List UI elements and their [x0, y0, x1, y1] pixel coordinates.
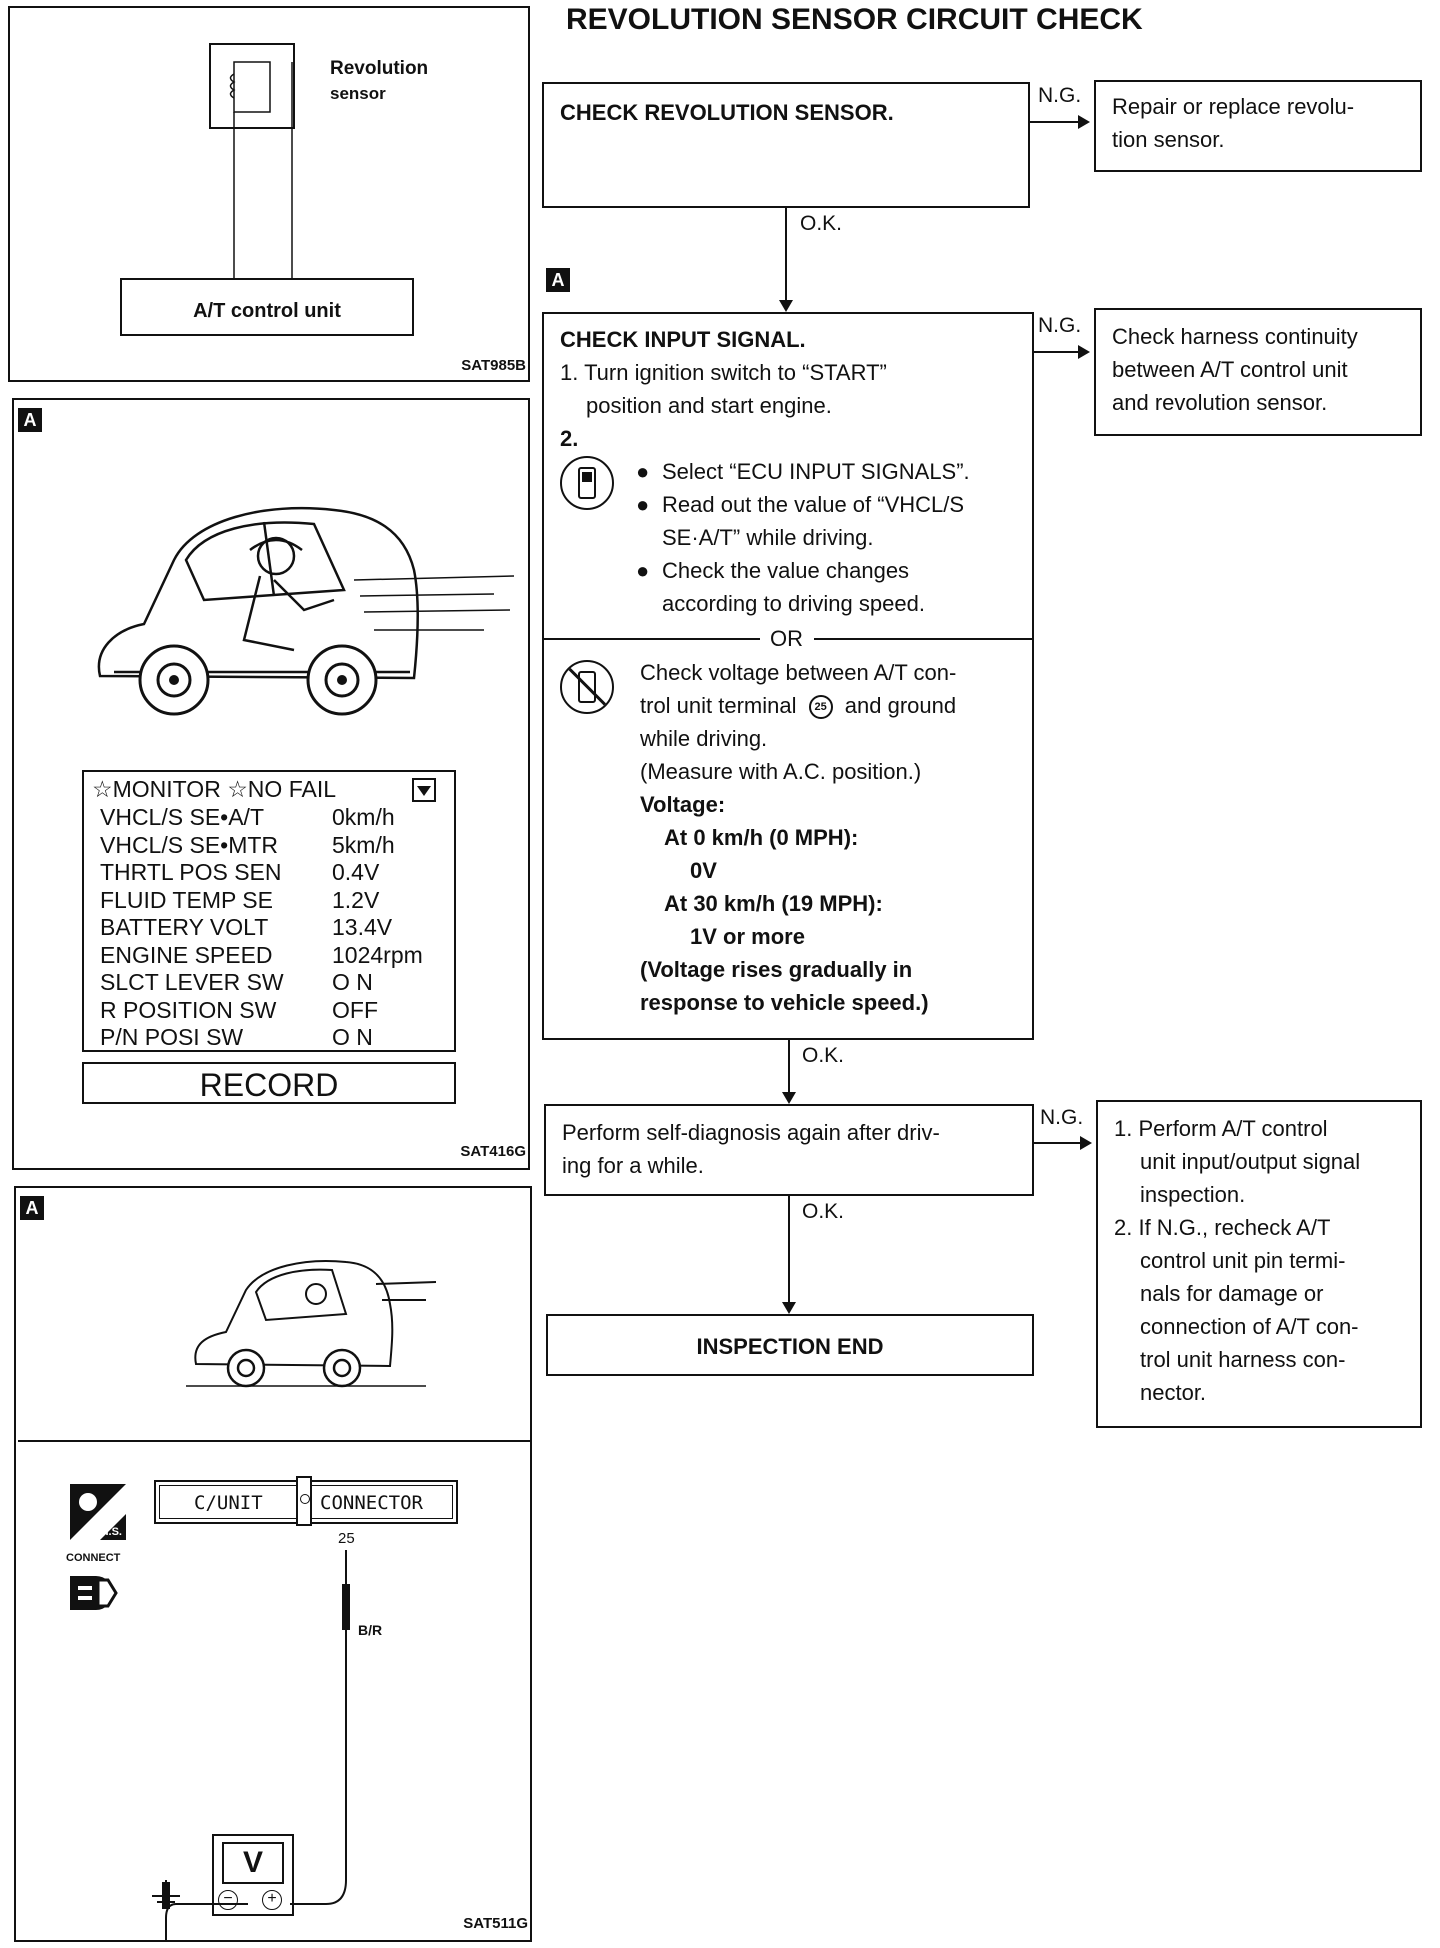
voltage-note: (Voltage rises gradually in: [640, 957, 913, 982]
ng-arrow: [1078, 115, 1090, 129]
step3-ng-line: nals for damage or: [1140, 1281, 1324, 1306]
control-unit-label: A/T control unit: [193, 300, 341, 322]
ng-label: N.G.: [1038, 314, 1082, 337]
alt-line: while driving.: [640, 726, 768, 751]
step1-box: [542, 82, 1030, 208]
ok-label: O.K.: [802, 1200, 845, 1223]
sensor-label: Revolution: [330, 58, 429, 79]
step3-ng-line: 2. If N.G., recheck A/T: [1114, 1215, 1331, 1240]
step3-ng-line: connection of A/T con-: [1140, 1314, 1359, 1339]
monitor-row-value: 0.4V: [332, 859, 380, 885]
bullet-dot: ●: [636, 558, 650, 583]
monitor-row-name: P/N POSI SW: [100, 1024, 244, 1050]
figure-tag: A: [18, 408, 42, 432]
bullet-text: Read out the value of “VHCL/S: [662, 492, 965, 517]
no-consult-icon: [560, 660, 614, 714]
bullet-text: according to driving speed.: [662, 591, 925, 616]
step2-ng-line: between A/T control unit: [1112, 357, 1348, 382]
step3-ng-line: 1. Perform A/T control: [1114, 1116, 1328, 1141]
monitor-row: [100, 942, 423, 970]
monitor-row-name: BATTERY VOLT: [100, 914, 269, 940]
step2-ng-line: Check harness continuity: [1112, 324, 1358, 349]
ground-symbol: [146, 1880, 186, 1920]
terminal-25-icon: 25: [809, 695, 833, 719]
step2-box: [542, 312, 1034, 1040]
voltmeter-wiring: [16, 1188, 532, 1942]
bullet-text: Check the value changes: [662, 558, 910, 583]
voltage-condition: At 30 km/h (19 MPH):: [664, 891, 883, 916]
ng-connector: [1034, 351, 1080, 353]
monitor-row-name: R POSITION SW: [100, 996, 277, 1023]
step1-ng-text: Repair or replace revolu-: [1112, 94, 1355, 119]
monitor-row-value: 13.4V: [332, 914, 393, 940]
connector-label: CONNECTOR: [320, 1492, 423, 1514]
wire-color: B/R: [358, 1622, 383, 1638]
step1-ng-text-2: tion sensor.: [1112, 127, 1225, 152]
ng-connector: [1030, 121, 1080, 123]
voltage-note: response to vehicle speed.): [640, 990, 929, 1015]
monitor-header-text: ☆MONITOR ☆NO FAIL: [92, 776, 337, 802]
step-tag: A: [546, 268, 570, 292]
monitor-row: [100, 887, 423, 915]
voltmeter: [212, 1834, 294, 1916]
step3-ng-line: trol unit harness con-: [1140, 1347, 1346, 1372]
connect-label: CONNECT: [66, 1552, 121, 1564]
figure-code: SAT985B: [461, 357, 526, 374]
hs-label: H.S.: [100, 1526, 122, 1538]
bullet-dot: ●: [636, 492, 650, 517]
minus-terminal-icon: −: [218, 1890, 238, 1910]
voltage-condition: At 0 km/h (0 MPH):: [664, 825, 859, 850]
step2-title: CHECK INPUT SIGNAL.: [560, 327, 806, 352]
voltage-value: 0V: [690, 858, 717, 883]
monitor-row-name: SLCT LEVER SW: [100, 969, 284, 995]
car-driving-illustration: [14, 440, 524, 740]
voltmeter-display: [222, 1842, 284, 1884]
step3-ng-line: nector.: [1140, 1380, 1207, 1405]
step3-box: [544, 1104, 1034, 1196]
step2-line: 1. Turn ignition switch to “START”: [560, 360, 887, 385]
bullet-dot: ●: [636, 459, 650, 484]
monitor-row: [100, 832, 423, 860]
monitor-row: [100, 914, 423, 942]
consult-monitor-screen: [82, 770, 456, 1052]
scroll-down-icon[interactable]: [412, 778, 436, 802]
ok-arrow: [779, 300, 793, 312]
ok-connector: [788, 1196, 790, 1306]
alt-text: trol unit terminal: [640, 693, 797, 718]
step3-line: Perform self-diagnosis again after driv-: [562, 1120, 940, 1145]
inspection-end-label: INSPECTION END: [696, 1334, 884, 1359]
record-button[interactable]: [82, 1062, 456, 1104]
step3-ng-box: [1096, 1100, 1422, 1428]
step2-ng-box: [1094, 308, 1422, 436]
figure-tag: A: [20, 1196, 44, 1220]
monitor-row: [100, 969, 423, 997]
ng-arrow: [1078, 345, 1090, 359]
ok-arrow: [782, 1302, 796, 1314]
voltmeter-symbol: V: [242, 1846, 263, 1879]
step3-line: ing for a while.: [562, 1153, 704, 1178]
cunit-label: C/UNIT: [194, 1492, 263, 1514]
step2-line: position and start engine.: [586, 393, 832, 418]
voltage-value: 1V or more: [690, 924, 805, 949]
alt-text: and ground: [844, 693, 957, 718]
alt-line: [640, 689, 956, 722]
bullet-text: SE·A/T” while driving.: [662, 525, 874, 550]
step2-ng-line: and revolution sensor.: [1112, 390, 1328, 415]
monitor-row-value: OFF: [332, 996, 378, 1023]
consult-tool-icon: [560, 456, 614, 510]
step3-ng-line: unit input/output signal: [1140, 1149, 1361, 1174]
ok-connector: [788, 1040, 790, 1096]
monitor-row-name: VHCL/S SE•A/T: [100, 804, 264, 830]
ok-connector: [785, 208, 787, 304]
monitor-row-name: ENGINE SPEED: [100, 941, 273, 968]
or-divider-right: [814, 638, 1032, 640]
pin-number: 25: [338, 1530, 355, 1547]
ng-connector: [1034, 1142, 1082, 1144]
monitor-header: [92, 776, 336, 804]
alt-line: (Measure with A.C. position.): [640, 759, 922, 784]
monitor-row-value: O N: [332, 969, 373, 995]
monitor-row: [100, 1024, 423, 1052]
sensor-label-2: sensor: [330, 84, 386, 103]
ok-label: O.K.: [800, 212, 843, 235]
monitor-row-name: VHCL/S SE•MTR: [100, 831, 279, 858]
step3-ng-line: inspection.: [1140, 1182, 1246, 1207]
step1-text: CHECK REVOLUTION SENSOR.: [560, 100, 894, 125]
ng-arrow: [1080, 1136, 1092, 1150]
monitor-row-value: 0km/h: [332, 804, 395, 830]
step3-ng-line: control unit pin termi-: [1140, 1248, 1346, 1273]
inspection-end-box: [546, 1314, 1034, 1376]
plus-terminal-icon: +: [262, 1890, 282, 1910]
ok-arrow: [782, 1092, 796, 1104]
step1-ng-box: [1094, 80, 1422, 172]
monitor-row-value: 5km/h: [332, 831, 395, 858]
monitor-rows: [100, 804, 423, 1052]
voltage-heading: Voltage:: [640, 792, 726, 817]
wiring-figure: [8, 6, 530, 382]
voltage-figure: [14, 1186, 532, 1942]
ok-label: O.K.: [802, 1044, 845, 1067]
or-divider-left: [544, 638, 760, 640]
figure-code: SAT416G: [460, 1143, 526, 1160]
monitor-figure: [12, 398, 530, 1170]
record-label: RECORD: [199, 1067, 339, 1103]
monitor-row-name: FLUID TEMP SE: [100, 886, 273, 913]
monitor-row-value: O N: [332, 1024, 373, 1050]
bullet-text: Select “ECU INPUT SIGNALS”.: [662, 459, 970, 484]
ng-label: N.G.: [1040, 1106, 1084, 1129]
monitor-row-value: 1.2V: [332, 886, 380, 913]
control-unit-box: [120, 278, 414, 336]
alt-line: Check voltage between A/T con-: [640, 660, 957, 685]
page-title: REVOLUTION SENSOR CIRCUIT CHECK: [566, 3, 1143, 36]
ng-label: N.G.: [1038, 84, 1082, 107]
monitor-row: [100, 804, 423, 832]
monitor-row: [100, 859, 423, 887]
step2-number: 2.: [560, 426, 579, 451]
monitor-row: [100, 997, 423, 1025]
monitor-row-name: THRTL POS SEN: [100, 859, 282, 885]
monitor-row-value: 1024rpm: [332, 941, 423, 968]
or-label: OR: [770, 626, 803, 651]
figure-code: SAT511G: [463, 1915, 528, 1932]
